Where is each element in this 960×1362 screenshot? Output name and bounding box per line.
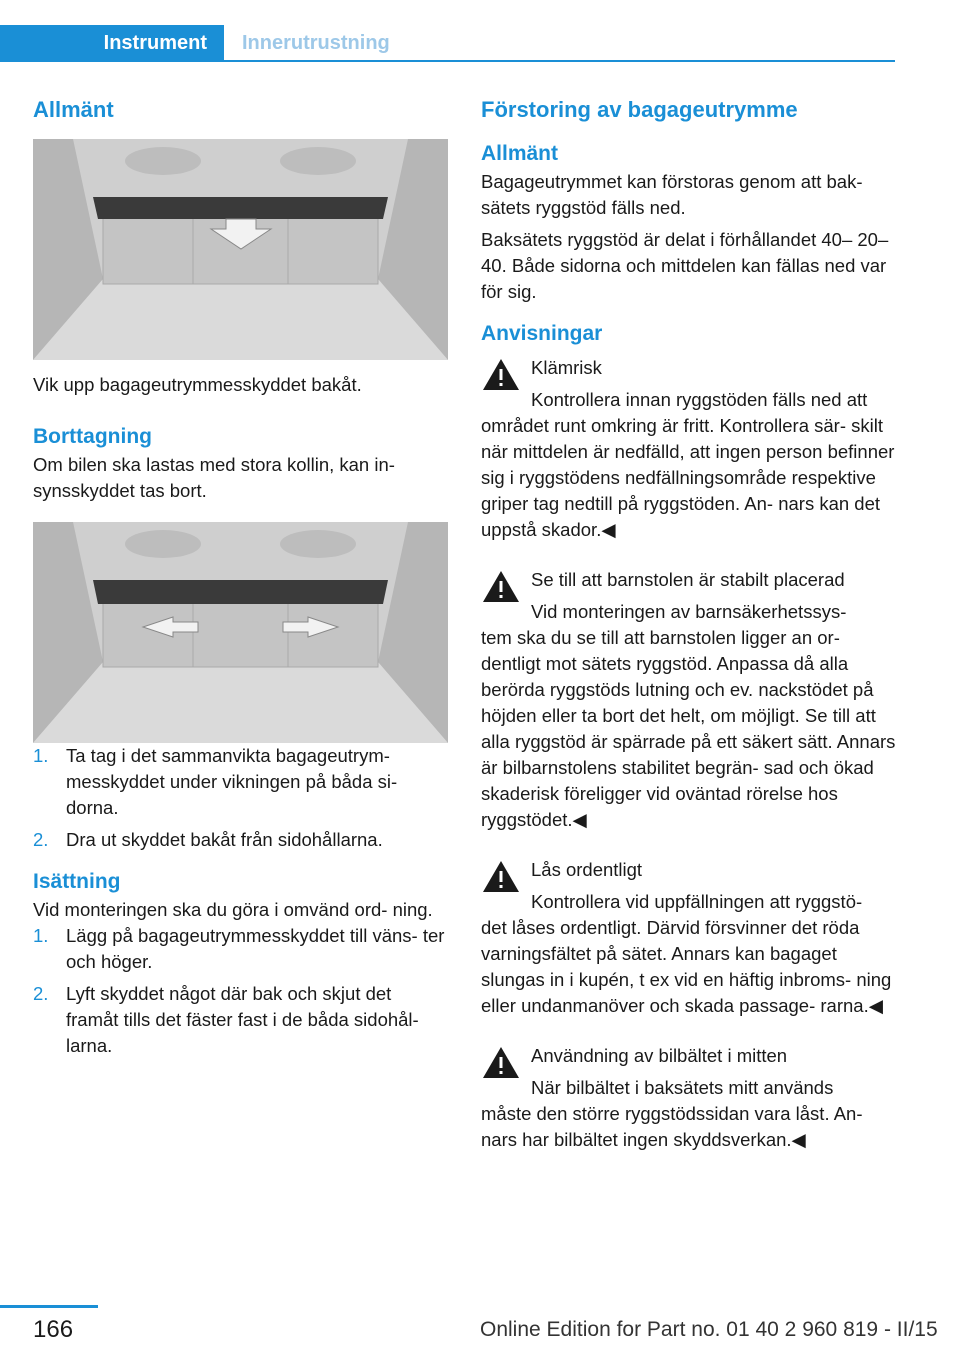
warning-block (481, 857, 896, 1019)
warning-title: Användning av bilbältet i mitten (531, 1045, 788, 1066)
heading-install: Isättning (33, 870, 121, 893)
header-rule (224, 60, 895, 62)
install-text: Vid monteringen ska du göra i omvänd ord‐ ning. (33, 899, 433, 920)
warning-block (481, 355, 896, 543)
warning-text-rest: tem ska du se till att barnstolen ligger an or‐ dentligt mot sätets ryggstöd. Anpassa då alla berörda ryggstöds lutning och ev. nackstödet på höjden eller ta bort det helt, om möjligt. Se till att alla ryggstöd är spärrade på ett säkert sätt. Annars är bilbarnstolens stabilitet begrän‐ sad och ökad skaderisk föreligger vid oväntad rörelse hos ryggstödet.◀ (481, 627, 896, 830)
heading-notes: Anvisningar (481, 322, 603, 345)
warning-title: Se till att barnstolen är stabilt placerad (531, 569, 845, 590)
step-text: Lyft skyddet något där bak och skjut det framåt tills det fäster fast i de båda sidohål‐ larna. (66, 983, 419, 1056)
warning-text-rest: området runt omkring är fritt. Kontrollera sär‐ skilt när mittdelen är nedfälld, att ingen person befinner sig i ryggstödens nedfällningsområde respektive griper tag nedtill på ryggstöden. An‐ nars kan det uppstå skador.◀ (481, 415, 895, 540)
warning-text-rest: det låses ordentligt. Därvid försvinner det röda varningsfältet på sätet. Annars kan bagaget slungas in i kupén, t ex vid en häftig inbroms‐ ning eller undanmanöver och skada passage‐ rarna.◀ (481, 917, 892, 1016)
warning-text-first: När bilbältet i baksätets mitt används (531, 1077, 834, 1098)
list-item (33, 923, 448, 975)
warning-block (481, 567, 896, 833)
heading-enlarge: Förstoring av bagageutrymme (481, 97, 798, 122)
warning-title: Klämrisk (531, 357, 602, 378)
step-text: Dra ut skyddet bakåt från sidohållarna. (66, 829, 383, 850)
install-steps (33, 923, 448, 1059)
warning-text (481, 889, 896, 1019)
heading-general-right: Allmänt (481, 142, 559, 165)
warning-triangle-icon (481, 859, 521, 894)
paragraph-enlarge-1: Bagageutrymmet kan förstoras genom att bak‐ sätets ryggstöd fälls ned. (481, 171, 863, 218)
step-number: 1. (33, 745, 49, 766)
list-item (33, 827, 448, 853)
warning-triangle-icon (481, 357, 521, 392)
step-number: 1. (33, 925, 49, 946)
warning-triangle-icon (481, 1045, 521, 1080)
list-item (33, 743, 448, 821)
page-header (0, 0, 960, 62)
caption-fold-cover: Vik upp bagageutrymmesskyddet bakåt. (33, 374, 362, 395)
warning-text (481, 1075, 896, 1153)
right-column (481, 95, 896, 1153)
photo-cover-remove (33, 522, 448, 743)
warning-title: Lås ordentligt (531, 859, 643, 880)
warning-text-first: Kontrollera innan ryggstöden fälls ned att (531, 389, 868, 410)
heading-general-left: Allmänt (33, 97, 114, 122)
removal-text: Om bilen ska lastas med stora kollin, kan in‐ synsskyddet tas bort. (33, 454, 395, 501)
warning-triangle-icon (481, 569, 521, 604)
warning-block (481, 1043, 896, 1153)
left-column (33, 95, 448, 1065)
step-number: 2. (33, 829, 49, 850)
photo-cover-fold (33, 139, 448, 360)
footer-edition: Online Edition for Part no. 01 40 2 960 819 - II/15 (480, 1318, 938, 1341)
warning-text-first: Vid monteringen av barnsäkerhetssys‐ (531, 601, 847, 622)
page-number: 166 (33, 1316, 74, 1343)
warning-text-rest: måste den större ryggstödssidan vara låst. An‐ nars har bilbältet ingen skyddsverkan.◀ (481, 1103, 863, 1150)
warning-text (481, 387, 896, 543)
heading-removal: Borttagning (33, 425, 152, 448)
warning-text-first: Kontrollera vid uppfällningen att ryggstö‐ (531, 891, 863, 912)
removal-steps (33, 743, 448, 853)
step-text: Ta tag i det sammanvikta bagageutrym‐ messkyddet under vikningen på båda si‐ dorna. (66, 745, 398, 818)
list-item (33, 981, 448, 1059)
step-text: Lägg på bagageutrymmesskyddet till väns‐ ter och höger. (66, 925, 445, 972)
tab-instrument[interactable]: Instrument (0, 25, 224, 62)
warning-text (481, 599, 896, 833)
tab-innerutrustning[interactable]: Innerutrustning (242, 32, 390, 54)
paragraph-enlarge-2: Baksätets ryggstöd är delat i förhållandet 40– 20–40. Både sidorna och mittdelen kan fällas ned var för sig. (481, 229, 889, 302)
footer-accent-bar (0, 1305, 98, 1308)
step-number: 2. (33, 983, 49, 1004)
